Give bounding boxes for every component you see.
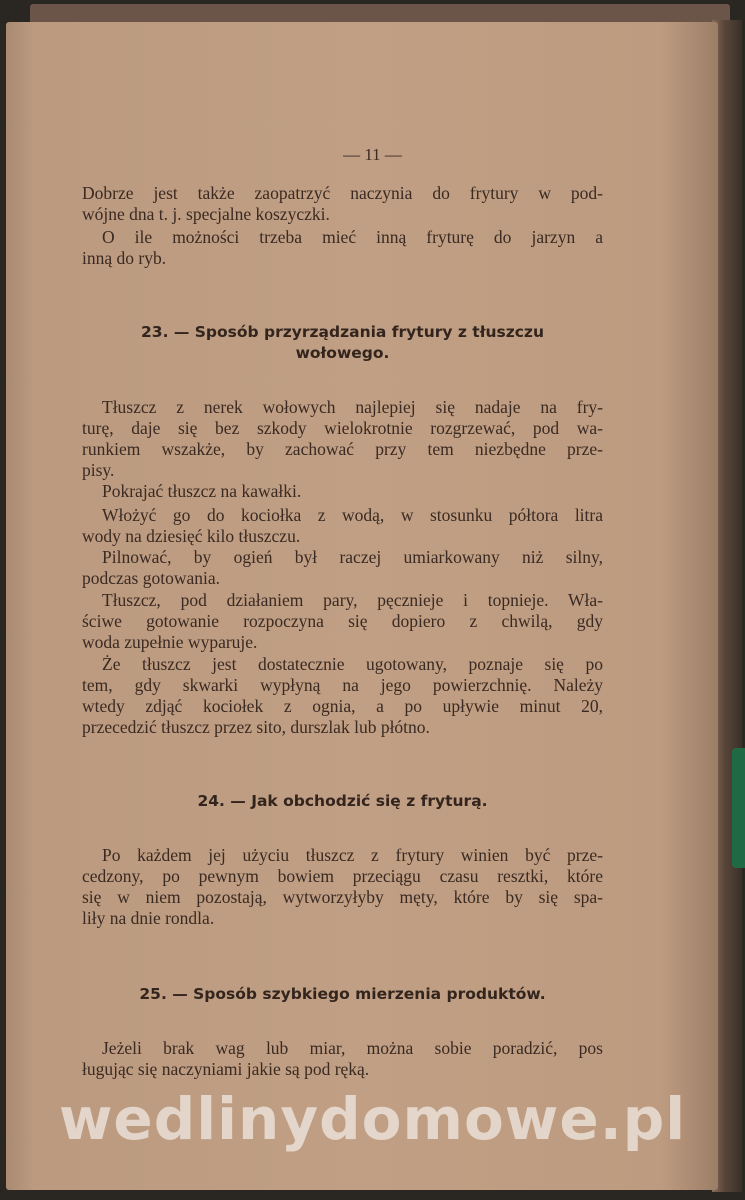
- page-number: — 11 —: [343, 145, 402, 164]
- text-line: podczas gotowania.: [82, 568, 221, 588]
- section-heading: 25. — Sposób szybkiego mierzenia produktów.: [139, 985, 546, 1003]
- section-heading: 23. — Sposób przyrządzania frytury z tłuszczu: [141, 323, 544, 341]
- text-line: Po każdem jej użyciu tłuszcz z frytury winien być prze-: [102, 845, 603, 865]
- text-line: ściwe gotowanie rozpoczyna się dopiero z chwilą, gdy: [82, 611, 603, 631]
- text-line: runkiem wszakże, by zachować przy tem niezbędne prze-: [82, 439, 603, 459]
- text-line: Jeżeli brak wag lub miar, można sobie poradzić, pos: [102, 1038, 603, 1058]
- text-line: Tłuszcz, pod działaniem pary, pęcznieje i topnieje. Wła-: [102, 590, 603, 610]
- text-line: ługując się naczyniami jakie są pod ręką.: [82, 1059, 370, 1079]
- text-line: wody na dziesięć kilo tłuszczu.: [82, 526, 301, 546]
- text-line: Dobrze jest także zaopatrzyć naczynia do frytury w pod-: [82, 183, 603, 203]
- text-line: Pilnować, by ogień był raczej umiarkowany niż silny,: [102, 547, 603, 567]
- text-line: Pokrajać tłuszcz na kawałki.: [102, 481, 302, 501]
- text-line: tem, gdy skwarki wypłyną na jego powierzchnię. Należy: [82, 675, 603, 695]
- text-line: wtedy zdjąć kociołek z ognia, a po upływie minut 20,: [82, 696, 603, 716]
- text-line: wójne dna t. j. specjalne koszyczki.: [82, 204, 330, 224]
- text-line: Tłuszcz z nerek wołowych najlepiej się nadaje na fry-: [102, 397, 603, 417]
- text-line: inną do ryb.: [82, 248, 167, 268]
- text-line: się w niem pozostają, wytworzyłyby męty, które by się spa-: [82, 887, 603, 907]
- section-heading: wołowego.: [295, 344, 390, 362]
- text-line: turę, daje się bez szkody wielokrotnie rozgrzewać, pod wa-: [82, 418, 603, 438]
- text-line: liły na dnie rondla.: [82, 908, 215, 928]
- watermark: wedlinydomowe.pl: [58, 1085, 687, 1153]
- text-line: Że tłuszcz jest dostatecznie ugotowany, poznaje się po: [102, 654, 603, 674]
- text-line: woda zupełnie wyparuje.: [82, 632, 258, 652]
- text-line: pisy.: [82, 460, 115, 480]
- text-line: Włożyć go do kociołka z wodą, w stosunku półtora litra: [102, 505, 603, 525]
- section-heading: 24. — Jak obchodzić się z fryturą.: [197, 792, 488, 810]
- text-line: przecedzić tłuszcz przez sito, durszlak lub płótno.: [82, 717, 430, 737]
- text-line: cedzony, po pewnym bowiem przeciągu czasu resztki, które: [82, 866, 603, 886]
- text-line: O ile możności trzeba mieć inną fryturę do jarzyn a: [102, 227, 603, 247]
- bookmark-tab: [732, 748, 745, 868]
